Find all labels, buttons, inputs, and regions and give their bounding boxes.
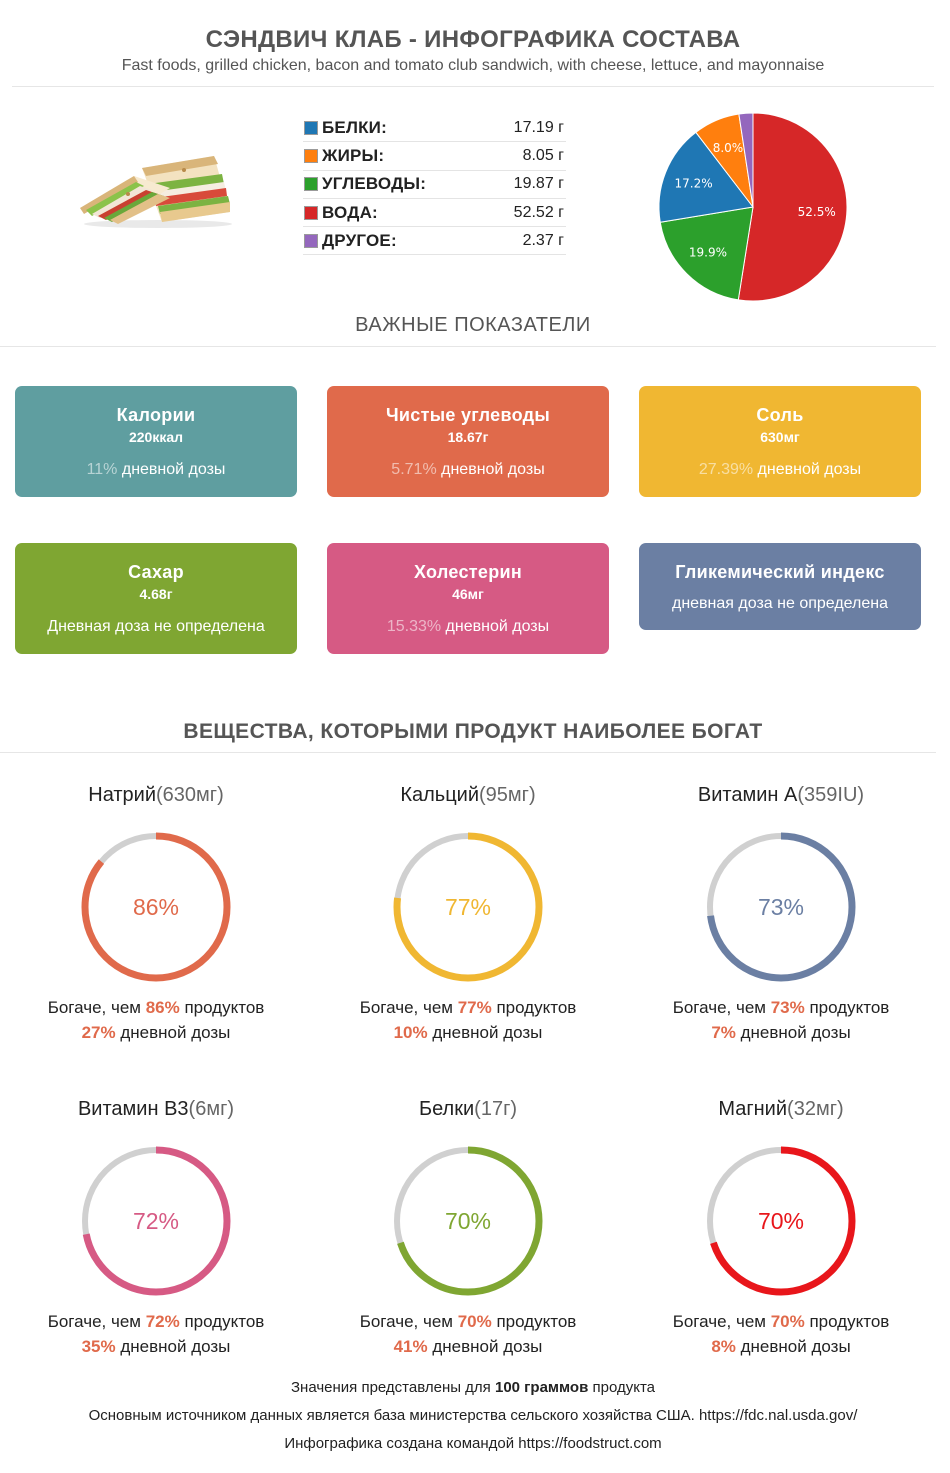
daily-dose-suffix: дневной дозы [115, 1023, 231, 1042]
nutrient-title [636, 784, 926, 810]
section-title-important: ВАЖНЫЕ ПОКАЗАТЕЛИ [355, 314, 591, 336]
pie-slice-label: 17.2% [674, 176, 713, 191]
daily-dose-line [636, 1023, 926, 1043]
divider [0, 752, 936, 753]
richer-percent: 70% [457, 1312, 492, 1331]
nutrient-ring [390, 1143, 546, 1299]
card-dose-text: дневной дозы [441, 618, 550, 635]
nutrient-card [636, 1098, 926, 1357]
footer-source: Основным источником данных является база министерства сельского хозяйства США. https://fdc.nal.usda.gov/ [88, 1407, 858, 1424]
pie-slice-label: 19.9% [688, 245, 728, 260]
nutrient-amount: (6мг) [188, 1098, 235, 1120]
richer-prefix: Богаче, чем [47, 998, 146, 1017]
macro-name: ЖИРЫ: [322, 145, 385, 165]
card-name: Холестерин [413, 562, 523, 582]
richer-percent: 70% [770, 1312, 805, 1331]
footer-basis-c: продукта [588, 1379, 655, 1396]
section-title-rich: ВЕЩЕСТВА, КОТОРЫМИ ПРОДУКТ НАИБОЛЕЕ БОГАТ [183, 720, 763, 743]
legend-swatch [304, 234, 318, 248]
richer-suffix: продуктов [491, 998, 577, 1017]
richer-than-line [636, 1312, 926, 1332]
nutrient-title [636, 1098, 926, 1124]
daily-dose-percent: 35% [81, 1337, 116, 1356]
card-dose-text: Дневная доза не определена [47, 618, 265, 635]
richer-percent: 73% [770, 998, 805, 1017]
nutrient-ring [703, 829, 859, 985]
divider [12, 86, 934, 87]
card-dose [327, 618, 609, 636]
daily-dose-line [323, 1023, 613, 1043]
ring-percent-label: 70% [444, 1208, 492, 1234]
richer-percent: 86% [145, 998, 180, 1017]
nutrient-amount: (630мг) [156, 784, 224, 806]
nutrient-name: Магний [718, 1098, 788, 1120]
nutrient-ring [78, 829, 234, 985]
card-name: Сахар [128, 562, 184, 582]
nutrient-card [323, 784, 613, 1043]
richer-suffix: продуктов [491, 1312, 577, 1331]
nutrient-title [323, 784, 613, 810]
nutrient-name: Витамин B3 [77, 1098, 189, 1120]
card-name: Калории [116, 405, 196, 425]
divider [0, 346, 936, 347]
macro-value: 2.37 г [522, 231, 564, 249]
richer-percent: 77% [457, 998, 492, 1017]
card-sugar [15, 543, 297, 654]
nutrient-amount: (359IU) [797, 784, 865, 806]
page-title: СЭНДВИЧ КЛАБ - ИНФОГРАФИКА СОСТАВА [205, 26, 741, 53]
card-dose [15, 618, 297, 636]
card-value: 46мг [452, 586, 484, 602]
nutrient-ring [390, 829, 546, 985]
page-subtitle: Fast foods, grilled chicken, bacon and tomato club sandwich, with cheese, lettuce, and mayonnaise [121, 57, 825, 74]
ring-percent-label: 70% [757, 1208, 805, 1234]
card-name: Соль [756, 405, 804, 425]
nutrient-card [323, 1098, 613, 1357]
card-dose-text: дневной дозы [436, 461, 545, 478]
richer-than-line [323, 1312, 613, 1332]
nutrient-name: Белки [418, 1098, 475, 1120]
nutrient-name: Витамин A [697, 784, 798, 806]
legend-swatch [304, 206, 318, 220]
card-cholesterol [327, 543, 609, 654]
nutrient-ring [78, 1143, 234, 1299]
legend-swatch [304, 177, 318, 191]
card-value: 18.67г [447, 429, 489, 445]
macro-table [303, 114, 566, 255]
macro-value: 19.87 г [513, 175, 564, 193]
composition-pie-chart [655, 113, 851, 309]
card-value: 220ккал [128, 429, 184, 445]
daily-dose-suffix: дневной дозы [427, 1337, 543, 1356]
card-name: Гликемический индекс [675, 562, 885, 582]
ring-percent-label: 77% [444, 894, 492, 920]
richer-than-line [11, 998, 301, 1018]
macro-row-water [303, 199, 566, 227]
nutrient-title [323, 1098, 613, 1124]
nutrient-amount: (95мг) [479, 784, 536, 806]
daily-dose-percent: 8% [711, 1337, 736, 1356]
macro-value: 52.52 г [513, 203, 564, 221]
richer-prefix: Богаче, чем [47, 1312, 146, 1331]
daily-dose-percent: 10% [393, 1023, 428, 1042]
daily-dose-percent: 27% [81, 1023, 116, 1042]
legend-swatch [304, 121, 318, 135]
daily-dose-line [636, 1337, 926, 1357]
nutrient-amount: (17г) [474, 1098, 518, 1120]
macro-value: 8.05 г [522, 146, 564, 164]
nutrient-name: Натрий [88, 784, 157, 806]
nutrient-ring [703, 1143, 859, 1299]
macro-row-other [303, 227, 566, 255]
nutrient-name: Кальций [400, 784, 480, 806]
card-net-carbs [327, 386, 609, 497]
card-dose-text: дневной дозы [117, 461, 226, 478]
ring-percent-label: 73% [757, 894, 805, 920]
footer-basis-amount: 100 граммов [494, 1379, 589, 1396]
nutrient-amount: (32мг) [787, 1098, 844, 1120]
nutrient-card [636, 784, 926, 1043]
daily-dose-suffix: дневной дозы [115, 1337, 231, 1356]
footer-basis [0, 1379, 946, 1396]
nutrient-card [11, 1098, 301, 1357]
legend-swatch [304, 149, 318, 163]
richer-suffix: продуктов [804, 998, 890, 1017]
pie-slice-label: 8.0% [712, 141, 744, 156]
card-dose-percent: 5.71% [391, 461, 437, 478]
daily-dose-line [11, 1337, 301, 1357]
card-value: 4.68г [139, 586, 173, 602]
card-dose: дневная доза не определена [671, 595, 888, 612]
macro-value: 17.19 г [513, 118, 564, 136]
card-dose [327, 461, 609, 479]
card-dose-text: дневной дозы [753, 461, 862, 478]
nutrient-title [11, 784, 301, 810]
sandwich-image [74, 150, 236, 230]
card-name: Чистые углеводы [385, 405, 551, 425]
macro-row-fat [303, 142, 566, 170]
card-dose [15, 461, 297, 479]
card-value: 630мг [760, 429, 800, 445]
nutrient-card [11, 784, 301, 1043]
richer-than-line [11, 1312, 301, 1332]
richer-than-line [636, 998, 926, 1018]
daily-dose-line [323, 1337, 613, 1357]
nutrient-title [11, 1098, 301, 1124]
macro-name: УГЛЕВОДЫ: [322, 174, 427, 194]
richer-suffix: продуктов [179, 998, 265, 1017]
card-salt [639, 386, 921, 497]
footer-credit: Инфографика создана командой https://foodstruct.com [284, 1435, 662, 1452]
richer-percent: 72% [145, 1312, 180, 1331]
footer-basis-a: Значения представлены для [290, 1379, 495, 1396]
card-glycemic-index [639, 543, 921, 630]
richer-prefix: Богаче, чем [672, 1312, 771, 1331]
card-calories [15, 386, 297, 497]
richer-than-line [323, 998, 613, 1018]
ring-percent-label: 86% [132, 894, 180, 920]
card-dose [639, 461, 921, 479]
macro-row-carbs [303, 171, 566, 199]
card-dose-percent: 15.33% [386, 618, 442, 635]
card-dose-percent: 27.39% [698, 461, 754, 478]
daily-dose-suffix: дневной дозы [735, 1023, 851, 1042]
daily-dose-percent: 41% [393, 1337, 428, 1356]
macro-name: ВОДА: [322, 202, 378, 222]
daily-dose-suffix: дневной дозы [735, 1337, 851, 1356]
richer-suffix: продуктов [804, 1312, 890, 1331]
daily-dose-line [11, 1023, 301, 1043]
card-dose-percent: 11% [86, 461, 118, 478]
macro-row-protein [303, 114, 566, 142]
macro-name: БЕЛКИ: [322, 117, 387, 137]
daily-dose-percent: 7% [711, 1023, 736, 1042]
richer-suffix: продуктов [179, 1312, 265, 1331]
richer-prefix: Богаче, чем [359, 998, 458, 1017]
ring-percent-label: 72% [132, 1208, 180, 1234]
richer-prefix: Богаче, чем [672, 998, 771, 1017]
richer-prefix: Богаче, чем [359, 1312, 458, 1331]
pie-slice-label: 52.5% [797, 205, 836, 220]
macro-name: ДРУГОЕ: [322, 230, 397, 250]
daily-dose-suffix: дневной дозы [427, 1023, 543, 1042]
